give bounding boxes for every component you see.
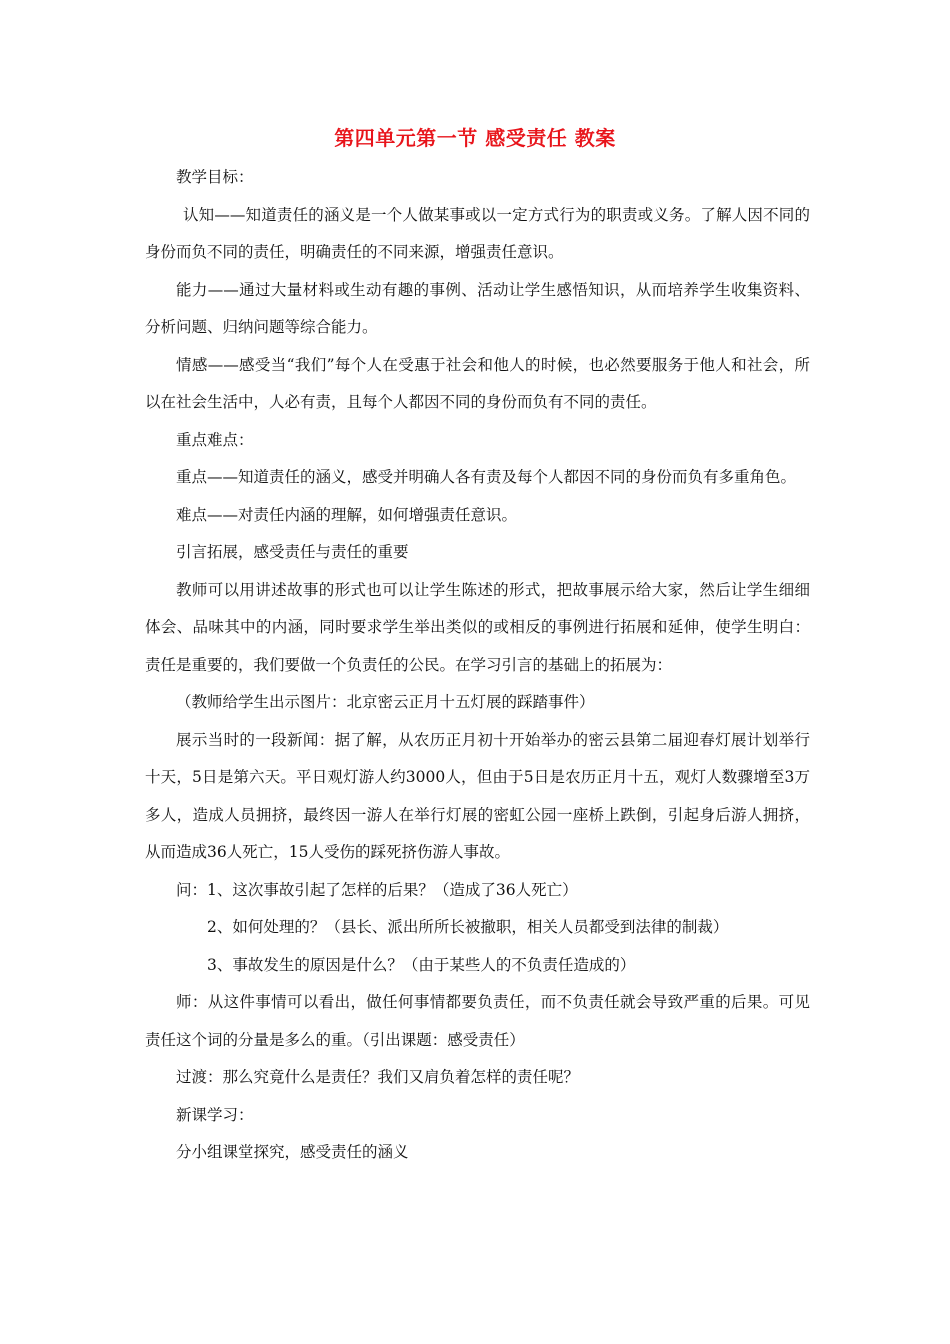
paragraph: 问：1、这次事故引起了怎样的后果？（造成了36人死亡） <box>176 880 578 899</box>
paragraph: 认知——知道责任的涵义是一个人做某事或以一定方式行为的职责或义务。了解人因不同的身份而负不同的责任，明确责任的不同来源，增强责任意识。 <box>145 205 810 261</box>
paragraph: 重点——知道责任的涵义，感受并明确人各有责及每个人都因不同的身份而负有多重角色。 <box>176 468 797 486</box>
paragraph: 情感——感受当“我们”每个人在受惠于社会和他人的时候，也必然要服务于他人和社会，所以在社会生活中，人必有责，且每个人都因不同的身份而负有不同的责任。 <box>145 355 810 411</box>
paragraph: 师：从这件事情可以看出，做任何事情都要负责任，而不负责任就会导致严重的后果。可见责任这个词的分量是多么的重。（引出课题：感受责任） <box>145 993 810 1049</box>
paragraph: 能力——通过大量材料或生动有趣的事例、活动让学生感悟知识，从而培养学生收集资料、分析问题、归纳问题等综合能力。 <box>145 280 810 336</box>
paragraph: 引言拓展，感受责任与责任的重要 <box>176 543 409 561</box>
paragraph: 过渡：那么究竟什么是责任？我们又肩负着怎样的责任呢？ <box>176 1068 580 1086</box>
paragraph: 重点难点： <box>176 430 254 449</box>
paragraph: 展示当时的一段新闻：据了解，从农历正月初十开始举办的密云县第二届迎春灯展计划举行十天，5日是第六天。平日观灯游人约3000人，但由于5日是农历正月十五，观灯人数骤增至3万多人，造成人员拥挤，最终因一游人在举行灯展的密虹公园一座桥上跌倒，引起身后游人拥挤，从而造成36人死亡，15人受伤的踩死挤伤游人事故。 <box>145 730 810 861</box>
document-body <box>145 159 810 1172</box>
paragraph: （教师给学生出示图片：北京密云正月十五灯展的踩踏事件） <box>176 693 595 711</box>
paragraph: 教师可以用讲述故事的形式也可以让学生陈述的形式，把故事展示给大家，然后让学生细细体会、品味其中的内涵，同时要求学生举出类似的或相反的事例进行拓展和延伸，使学生明白：责任是重要的，我们要做一个负责任的公民。在学习引言的基础上的拓展为： <box>145 580 810 674</box>
document-title: 第四单元第一节 感受责任 教案 <box>334 126 616 150</box>
paragraph: 新课学习： <box>176 1105 254 1124</box>
paragraph: 分小组课堂探究，感受责任的涵义 <box>176 1143 409 1161</box>
paragraph: 3、事故发生的原因是什么？（由于某些人的不负责任造成的） <box>207 955 636 974</box>
paragraph: 2、如何处理的？（县长、派出所所长被撤职，相关人员都受到法律的制裁） <box>207 918 729 936</box>
paragraph: 教学目标： <box>176 168 254 186</box>
paragraph: 难点——对责任内涵的理解，如何增强责任意识。 <box>176 505 518 524</box>
